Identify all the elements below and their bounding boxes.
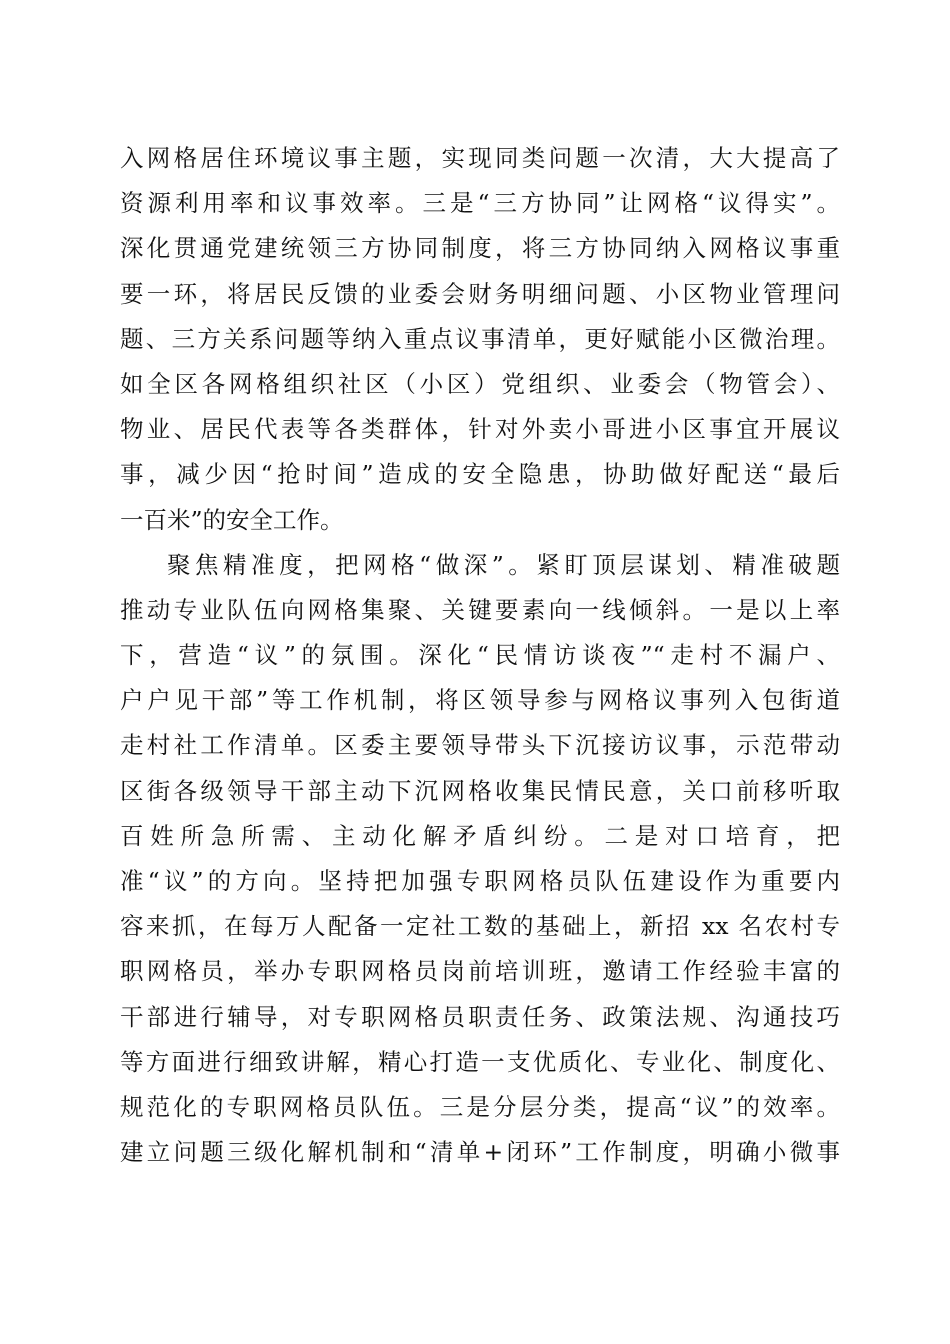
paragraph-end-line: 一百米”的安全工作。 bbox=[120, 505, 344, 534]
text-line: 事，减少因“抢时间”造成的安全隐患，协助做好配送“最后 bbox=[120, 460, 840, 489]
text-line: 走村社工作清单。区委主要领导带头下沉接访议事，示范带动 bbox=[120, 731, 840, 760]
text-line: 区街各级领导干部主动下沉网格收集民情民意，关口前移听取 bbox=[120, 776, 840, 805]
text-line: 入网格居住环境议事主题，实现同类问题一次清，大大提高了 bbox=[120, 144, 840, 172]
text-line: 百姓所急所需、主动化解矛盾纠纷。二是对口培育，把 bbox=[120, 821, 840, 850]
text-line: 下，营造“议”的氛围。深化“民情访谈夜”“走村不漏户、 bbox=[120, 641, 840, 670]
text-line: 规范化的专职网格员队伍。三是分层分类，提高“议”的效率。 bbox=[120, 1092, 840, 1121]
text-line: 题、三方关系问题等纳入重点议事清单，更好赋能小区微治理。 bbox=[120, 324, 840, 353]
text-line: 准“议”的方向。坚持把加强专职网格员队伍建设作为重要内 bbox=[120, 867, 840, 895]
text-line: 资源利用率和议事效率。三是“三方协同”让网格“议得实”。 bbox=[120, 189, 840, 218]
text-line: 要一环，将居民反馈的业委会财务明细问题、小区物业管理问 bbox=[120, 279, 840, 308]
text-line: 推动专业队伍向网格集聚、关键要素向一线倾斜。一是以上率 bbox=[120, 595, 840, 624]
text-line: 深化贯通党建统领三方协同制度，将三方协同纳入网格议事重 bbox=[120, 234, 840, 263]
text-line: 建立问题三级化解机制和“清单+闭环”工作制度，明确小微事 bbox=[120, 1138, 840, 1167]
text-line: 等方面进行细致讲解，精心打造一支优质化、专业化、制度化、 bbox=[120, 1047, 840, 1076]
text-line: 户户见干部”等工作机制，将区领导参与网格议事列入包街道 bbox=[120, 686, 840, 715]
text-line: 物业、居民代表等各类群体，针对外卖小哥进小区事宜开展议 bbox=[120, 415, 840, 444]
body-text bbox=[120, 136, 840, 1175]
text-line: 容来抓，在每万人配备一定社工数的基础上，新招 xx 名农村专 bbox=[120, 912, 840, 941]
text-line: 如全区各网格组织社区（小区）党组织、业委会（物管会）、 bbox=[120, 369, 840, 398]
paragraph-start-line: 聚焦精准度，把网格“做深”。紧盯顶层谋划、精准破题 bbox=[167, 550, 840, 579]
text-line: 干部进行辅导，对专职网格员职责任务、政策法规、沟通技巧 bbox=[120, 1002, 840, 1031]
text-line: 职网格员，举办专职网格员岗前培训班，邀请工作经验丰富的 bbox=[120, 957, 840, 986]
